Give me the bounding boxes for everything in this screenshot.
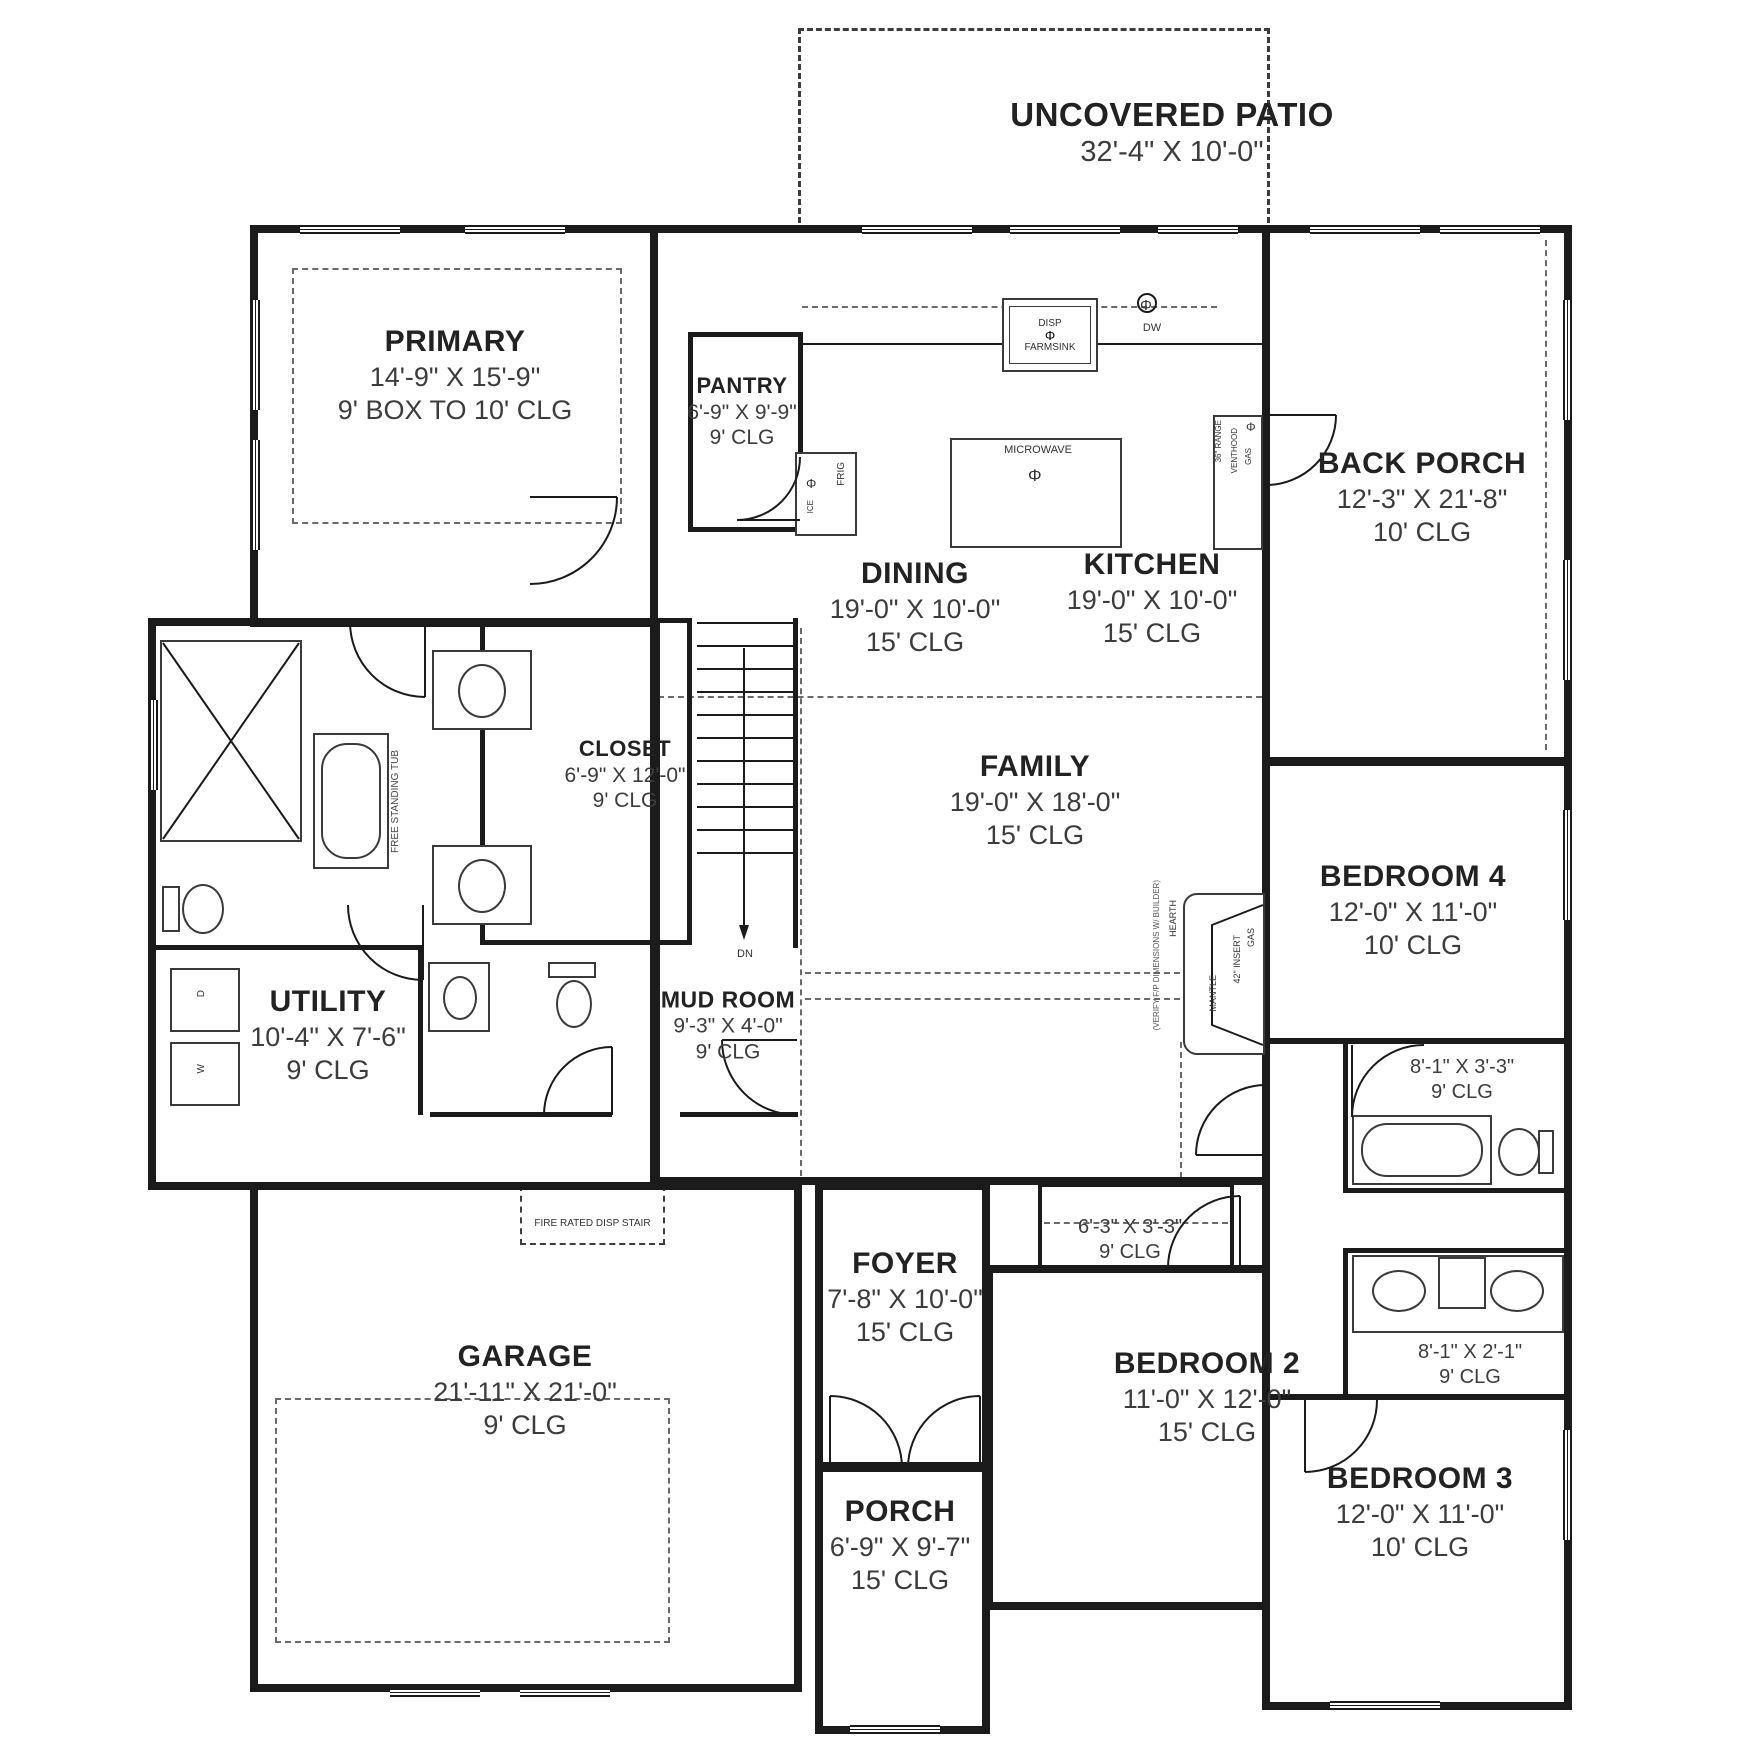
room-label-primary [338,324,572,426]
dishwasher-label: DW [1142,322,1162,334]
room-ceiling: 15' CLG [865,626,965,657]
room-name: MUD ROOM [660,986,796,1013]
room-label-closet [565,736,686,814]
fireplace-gas-label: GAS [1246,928,1256,948]
room-ceiling: 9' CLG [1099,1241,1161,1263]
room-label-bedroom4 [1320,859,1506,961]
room-ceiling: 15' CLG [985,819,1085,850]
fireplace-verify-note: (VERIFY F/P DIMENSIONS W/ BUILDER) [1152,880,1161,1031]
room-ceiling: 9' BOX TO 10' CLG [337,394,573,425]
hearth-label: HEARTH [1168,900,1178,937]
room-ceiling: 9' CLG [483,1409,567,1440]
door-arc [350,622,425,697]
room-dims: 6'-9" X 9'-7" [829,1531,971,1562]
room-label-garage [433,1339,617,1441]
room-ceiling: 15' CLG [855,1316,955,1347]
door-arc [830,1396,902,1468]
room-label-bath2 [1418,1340,1522,1390]
room-name: BEDROOM 3 [1326,1461,1514,1495]
room-name: BEDROOM 2 [1113,1346,1301,1380]
fire-stair-label: FIRE RATED DISP STAIR [534,1218,651,1229]
room-name: PRIMARY [384,324,526,358]
microwave-label: MICROWAVE [1004,444,1072,456]
room-ceiling: 9' CLG [1439,1366,1501,1388]
washer-label: W [196,1064,207,1074]
room-dims: 8'-1" X 3'-3" [1409,1056,1515,1078]
stairs-dn-label: DN [737,948,753,960]
room-name: BACK PORCH [1317,446,1527,480]
room-ceiling: 15' CLG [1102,617,1202,648]
room-label-bath-hall [1410,1055,1514,1105]
room-ceiling: 9' CLG [709,426,775,450]
room-dims: 32'-4" X 10'-0" [1080,136,1264,169]
room-ceiling: 9' CLG [286,1054,370,1085]
shower-x [163,643,299,839]
range-label: 36" RANGE [1214,420,1223,463]
door-arc [530,497,617,584]
room-name: PORCH [844,1494,956,1528]
room-dims: 21'-11" X 21'-0" [433,1376,617,1407]
room-ceiling: 9' CLG [592,789,658,813]
room-name: UTILITY [269,984,387,1018]
room-label-bedroom3 [1327,1461,1513,1563]
door-arc [737,457,800,520]
room-ceiling: 15' CLG [850,1564,950,1595]
room-label-kitchen [1067,547,1238,649]
frig-symbol-icon: Φ [806,476,817,491]
room-dims: 12'-0" X 11'-0" [1335,1498,1505,1529]
room-label-hall-closet [1078,1215,1182,1265]
door-arc [908,1396,980,1468]
room-dims: 6'-9" X 9'-9" [687,400,797,424]
range-symbol-icon: Φ [1246,420,1256,434]
dw-symbol-icon: Φ [1140,297,1152,314]
room-dims: 6'-3" X 3'-3" [1077,1216,1183,1238]
farmsink-label: FARMSINK [1024,341,1076,353]
mantle-label: MANTLE [1208,975,1218,1012]
room-dims: 19'-0" X 10'-0" [1066,584,1238,615]
room-dims: 12'-0" X 11'-0" [1328,896,1498,927]
island-sink-symbol-icon: Φ [1028,466,1042,485]
room-dims: 12'-3" X 21'-8" [1336,483,1508,514]
room-label-dining [830,556,1001,658]
drain-icon: Φ [1044,327,1056,343]
room-dims: 10'-4" X 7'-6" [250,1021,406,1052]
room-dims: 19'-0" X 10'-0" [829,593,1001,624]
room-label-mud-room [661,985,795,1064]
room-label-family [950,749,1121,851]
room-ceiling: 15' CLG [1157,1416,1257,1447]
room-name: GARAGE [457,1339,593,1373]
ice-label: ICE [806,500,815,514]
room-dims: 7'-8" X 10'-0" [827,1283,983,1314]
room-label-utility [250,984,406,1086]
insert-label: 42" INSERT [1232,935,1242,984]
room-name: DINING [860,556,969,590]
room-label-foyer [827,1246,983,1348]
gas-label: GAS [1244,448,1253,465]
dryer-label: D [196,990,207,998]
room-name: KITCHEN [1083,547,1221,581]
door-arc [544,1047,612,1115]
disp-label: DISP [1038,317,1062,329]
room-name: UNCOVERED PATIO [1010,96,1334,134]
room-label-patio [1010,95,1333,171]
room-dims: 8'-1" X 2'-1" [1417,1341,1523,1363]
room-name: FAMILY [979,749,1091,783]
room-label-back-porch [1318,446,1526,548]
room-dims: 14'-9" X 15'-9" [369,361,541,392]
room-ceiling: 10' CLG [1370,1531,1470,1562]
room-label-porch [830,1494,971,1596]
frig-label: FRIG [836,462,847,486]
stair-arrow-head [739,925,749,940]
room-dims: 11'-0" X 12'-0" [1122,1383,1292,1414]
room-dims: 9'-3" X 4'-0" [673,1014,783,1038]
room-dims: 6'-9" X 12'-0" [564,763,686,787]
room-dims: 19'-0" X 18'-0" [949,786,1121,817]
room-name: FOYER [852,1246,958,1280]
room-label-pantry [687,373,796,451]
room-ceiling: 10' CLG [1372,516,1472,547]
room-ceiling: 9' CLG [695,1040,761,1064]
venthood-label: VENTHOOD [1230,428,1239,474]
room-ceiling: 10' CLG [1363,929,1463,960]
room-name: PANTRY [696,372,788,398]
room-label-bedroom2 [1114,1346,1300,1448]
room-ceiling: 9' CLG [1431,1081,1493,1103]
door-arc [1196,1085,1266,1155]
door-arc [348,905,423,980]
free-tub-label: FREE STANDING TUB [390,750,401,853]
room-name: CLOSET [578,735,672,761]
room-name: BEDROOM 4 [1319,859,1507,893]
